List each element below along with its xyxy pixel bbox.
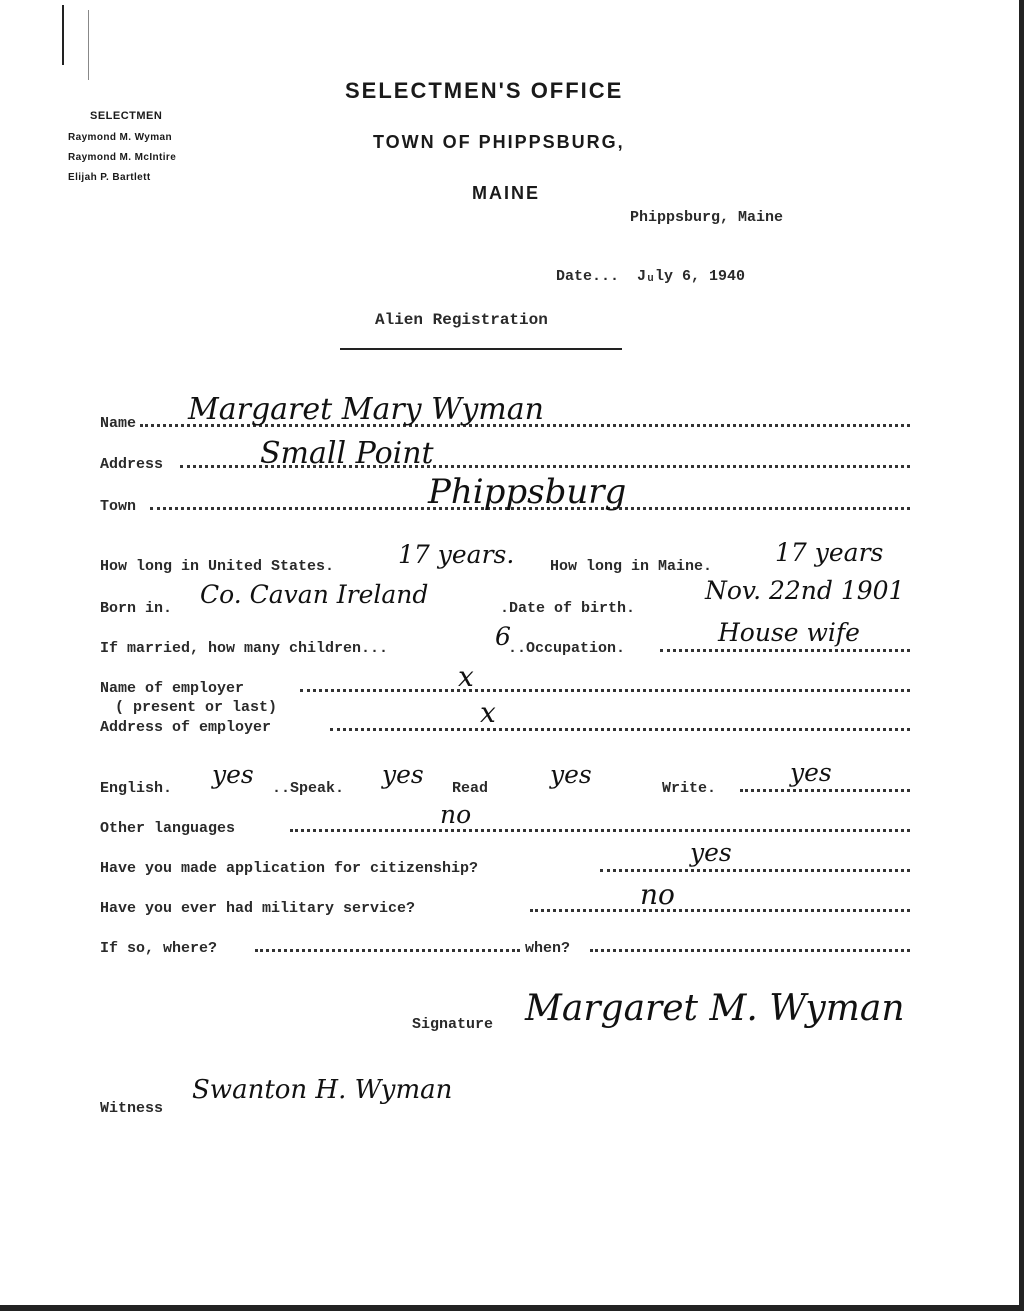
title-rule <box>340 348 622 350</box>
scan-edge-mark <box>88 10 89 80</box>
name-label: Name <box>100 415 137 432</box>
children-value: 6 <box>495 622 511 651</box>
occupation-value: House wife <box>718 618 860 647</box>
town-value: Phippsburg <box>428 472 627 512</box>
dotted-line <box>660 649 910 652</box>
witness-label: Witness <box>100 1100 164 1117</box>
signature-label: Signature <box>412 1016 494 1033</box>
scan-edge-mark <box>62 5 64 65</box>
office-title: SELECTMEN'S OFFICE <box>345 78 624 103</box>
dotted-line <box>530 909 910 912</box>
born-in-label: Born in. <box>100 600 173 617</box>
born-in-value: Co. Cavan Ireland <box>200 580 429 609</box>
how-long-maine-label: How long in Maine. <box>550 558 713 575</box>
employer-name-value: x <box>458 660 474 693</box>
signature-value: Margaret M. Wyman <box>525 988 905 1029</box>
military-value: no <box>640 878 675 911</box>
scan-edge-mark <box>0 1305 1024 1311</box>
address-value: Small Point <box>260 436 434 471</box>
if-so-where-label: If so, where? <box>100 940 218 957</box>
other-languages-label: Other languages <box>100 820 236 837</box>
date-value: Jᵤly 6, 1940 <box>637 268 746 285</box>
military-label: Have you ever had military service? <box>100 900 416 917</box>
english-label: English. <box>100 780 173 797</box>
employer-address-label: Address of employer <box>100 719 272 736</box>
selectman-name: Raymond M. Wyman <box>68 132 173 143</box>
town-label: Town <box>100 498 137 515</box>
dotted-line <box>740 789 910 792</box>
place-line: Phippsburg, Maine <box>630 209 784 226</box>
dotted-line <box>330 728 910 731</box>
speak-value: yes <box>382 760 424 789</box>
employer-address-value: x <box>480 696 496 729</box>
how-long-us-value: 17 years. <box>398 540 515 569</box>
dotted-line <box>590 949 910 952</box>
witness-value: Swanton H. Wyman <box>192 1075 453 1105</box>
other-languages-value: no <box>440 800 472 829</box>
name-value: Margaret Mary Wyman <box>188 392 544 427</box>
dotted-line <box>290 829 910 832</box>
write-value: yes <box>790 758 832 787</box>
date-of-birth-label: .Date of birth. <box>500 600 636 617</box>
address-label: Address <box>100 456 164 473</box>
selectmen-heading: SELECTMEN <box>90 110 163 122</box>
speak-label: ..Speak. <box>272 780 345 797</box>
employer-name-sub: ( present or last) <box>115 699 278 716</box>
how-long-us-label: How long in United States. <box>100 558 335 575</box>
state-line: MAINE <box>472 183 540 203</box>
citizenship-value: yes <box>690 838 732 867</box>
date-label: Date... <box>556 268 620 285</box>
read-value: yes <box>550 760 592 789</box>
dotted-line <box>255 949 520 952</box>
town-line: TOWN OF PHIPPSBURG, <box>373 132 625 152</box>
read-label: Read <box>452 780 489 797</box>
date-of-birth-value: Nov. 22nd 1901 <box>705 576 905 605</box>
citizenship-label: Have you made application for citizenship? <box>100 860 479 877</box>
how-long-maine-value: 17 years <box>775 538 884 567</box>
occupation-label: ..Occupation. <box>508 640 626 657</box>
selectman-name: Elijah P. Bartlett <box>68 172 151 183</box>
employer-name-label: Name of employer <box>100 680 245 697</box>
write-label: Write. <box>662 780 717 797</box>
scan-edge-mark <box>1019 0 1024 1311</box>
dotted-line <box>600 869 910 872</box>
form-title: Alien Registration <box>375 311 548 329</box>
selectman-name: Raymond M. McIntire <box>68 152 177 163</box>
when-label: when? <box>525 940 571 957</box>
children-label: If married, how many children... <box>100 640 389 657</box>
english-value: yes <box>212 760 254 789</box>
dotted-line <box>300 689 910 692</box>
